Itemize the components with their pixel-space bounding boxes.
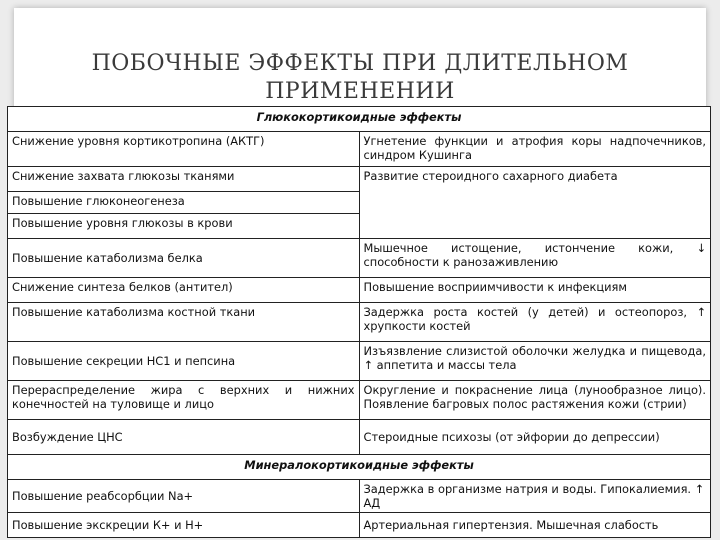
effect-cell: Задержка роста костей (у детей) и остеопороз, ↑ хрупкости костей (359, 303, 711, 342)
cause-cell: Повышение глюконеогенеза (8, 192, 360, 214)
cause-cell: Снижение захвата глюкозы тканями (8, 167, 360, 192)
cause-cell: Перераспределение жира с верхних и нижних конечностей на туловище и лицо (8, 381, 360, 420)
cause-cell: Повышение уровня глюкозы в крови (8, 214, 360, 239)
effect-cell: Развитие стероидного сахарного диабета (359, 167, 711, 239)
table-row (8, 480, 711, 513)
section-header-mineralocorticoid: Минералокортикоидные эффекты (8, 455, 711, 480)
table-row (8, 381, 711, 420)
cause-cell: Повышение реабсорбции Na+ (8, 480, 360, 513)
cause-cell: Повышение катаболизма белка (8, 239, 360, 278)
effect-cell: Артериальная гипертензия. Мышечная слабость (359, 513, 711, 538)
table-row (8, 167, 711, 192)
cause-cell: Повышение катаболизма костной ткани (8, 303, 360, 342)
table-row (8, 303, 711, 342)
page-title (14, 50, 706, 106)
effect-cell: Угнетение функции и атрофия коры надпочечников, синдром Кушинга (359, 132, 711, 167)
cause-cell: Возбуждение ЦНС (8, 420, 360, 455)
table-row (8, 278, 711, 303)
effect-cell: Стероидные психозы (от эйфории до депрессии) (359, 420, 711, 455)
cause-cell: Повышение секреции НС1 и пепсина (8, 342, 360, 381)
effect-cell: Повышение восприимчивости к инфекциям (359, 278, 711, 303)
table-row (8, 513, 711, 538)
table-row (8, 132, 711, 167)
cause-cell: Повышение экскреции К+ и Н+ (8, 513, 360, 538)
table-row (8, 342, 711, 381)
side-effects-table (7, 106, 711, 538)
title-line-1: ПОБОЧНЫЕ ЭФФЕКТЫ ПРИ ДЛИТЕЛЬНОМ (91, 51, 629, 76)
cause-cell: Снижение уровня кортикотропина (АКТГ) (8, 132, 360, 167)
section-header-glucocorticoid: Глюкокортикоидные эффекты (8, 107, 711, 132)
effect-cell: Мышечное истощение, истончение кожи, ↓ способности к ранозаживлению (359, 239, 711, 278)
effect-cell: Изъязвление слизистой оболочки желудка и пищевода, ↑ аппетита и массы тела (359, 342, 711, 381)
title-line-2: ПРИМЕНЕНИИ (265, 79, 455, 104)
table-row (8, 420, 711, 455)
cause-cell: Снижение синтеза белков (антител) (8, 278, 360, 303)
table-row (8, 239, 711, 278)
effect-cell: Округление и покраснение лица (лунообразное лицо). Появление багровых полос растяжения кожи (стрии) (359, 381, 711, 420)
effect-cell: Задержка в организме натрия и воды. Гипокалиемия. ↑ АД (359, 480, 711, 513)
